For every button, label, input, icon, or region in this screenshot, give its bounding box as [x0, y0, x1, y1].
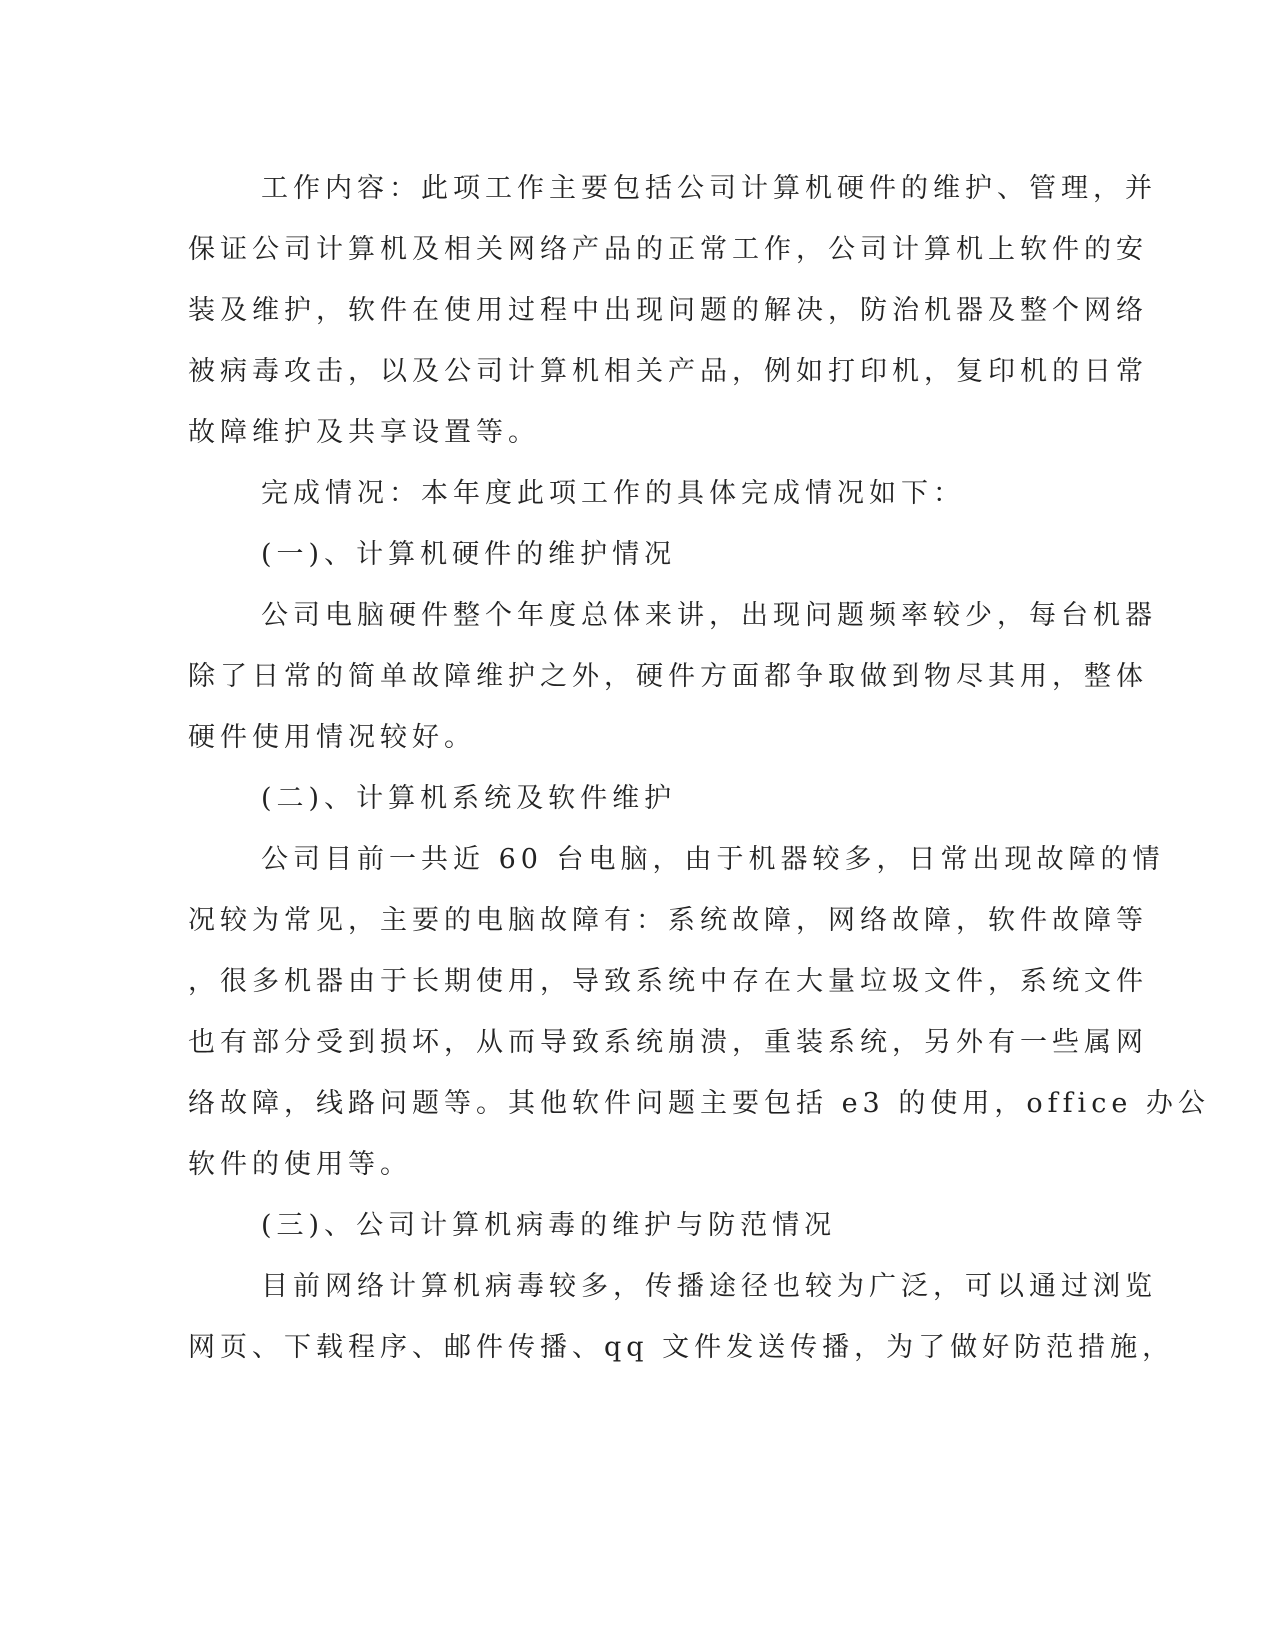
paragraph-line: 也有部分受到损坏，从而导致系统崩溃，重装系统，另外有一些属网 — [188, 1027, 1148, 1058]
section-heading: (三)、公司计算机病毒的维护与防范情况 — [261, 1210, 837, 1241]
paragraph-line: 故障维护及共享设置等。 — [188, 417, 540, 448]
paragraph-line: 保证公司计算机及相关网络产品的正常工作，公司计算机上软件的安 — [188, 234, 1148, 265]
document-body — [188, 158, 1210, 1378]
paragraph-line: 目前网络计算机病毒较多，传播途径也较为广泛，可以通过浏览 — [261, 1271, 1157, 1302]
paragraph-line: ，很多机器由于长期使用，导致系统中存在大量垃圾文件，系统文件 — [188, 966, 1148, 997]
paragraph-line: 除了日常的简单故障维护之外，硬件方面都争取做到物尽其用，整体 — [188, 661, 1148, 692]
paragraph-line: 装及维护，软件在使用过程中出现问题的解决，防治机器及整个网络 — [188, 295, 1148, 326]
paragraph-line: 公司电脑硬件整个年度总体来讲，出现问题频率较少，每台机器 — [261, 600, 1157, 631]
paragraph-line: 络故障，线路问题等。其他软件问题主要包括 e3 的使用，office 办公 — [188, 1088, 1210, 1119]
paragraph-line: 工作内容：此项工作主要包括公司计算机硬件的维护、管理，并 — [261, 173, 1157, 204]
section-heading: (二)、计算机系统及软件维护 — [261, 783, 677, 814]
paragraph-line: 公司目前一共近 60 台电脑，由于机器较多，日常出现故障的情 — [261, 844, 1165, 875]
paragraph-line: 网页、下载程序、邮件传播、qq 文件发送传播，为了做好防范措施， — [188, 1332, 1175, 1363]
section-heading: (一)、计算机硬件的维护情况 — [261, 539, 677, 570]
paragraph-line: 完成情况：本年度此项工作的具体完成情况如下： — [261, 478, 965, 509]
paragraph-line: 况较为常见，主要的电脑故障有：系统故障，网络故障，软件故障等 — [188, 905, 1148, 936]
paragraph-line: 被病毒攻击，以及公司计算机相关产品，例如打印机，复印机的日常 — [188, 356, 1148, 387]
paragraph-line: 软件的使用等。 — [188, 1149, 412, 1180]
paragraph-line: 硬件使用情况较好。 — [188, 722, 476, 753]
